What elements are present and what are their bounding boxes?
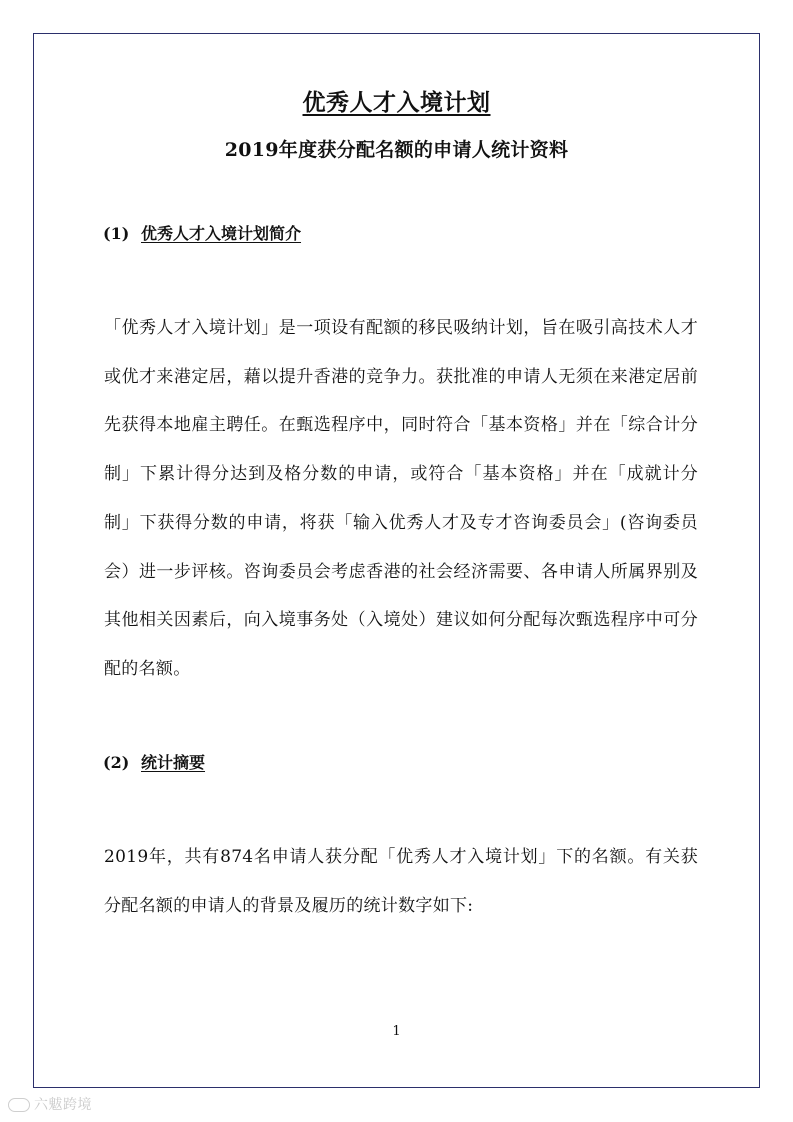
page-number: 1 [392, 1024, 401, 1039]
section-number: (2) [103, 753, 130, 772]
watermark [8, 1094, 92, 1114]
document-title: 优秀人才入境计划 [302, 89, 491, 116]
intro-paragraph: 「优秀人才入境计划」是一项设有配额的移民吸纳计划，旨在吸引高技术人才或优才来港定居，藉以提升香港的竞争力。获批准的申请人无须在来港定居前先获得本地雇主聘任。在甄选程序中，同时符合「基本资格」并在「综合计分制」下累计得分达到及格分数的申请，或符合「基本资格」并在「成就计分制」下获得分数的申请，将获「输入优秀人才及专才咨询委员会」(咨询委员会）进一步评核。咨询委员会考虑香港的社会经济需要、各申请人所属界别及其他相关因素后，向入境事务处（入境处）建议如何分配每次甄选程序中可分配的名额。 [104, 318, 698, 679]
section-heading-text: 统计摘要 [141, 753, 206, 772]
section-heading-summary [103, 750, 205, 773]
document-subtitle: 2019年度获分配名额的申请人统计资料 [224, 139, 569, 161]
watermark-text: 六魃跨境 [34, 1097, 92, 1113]
section-number: (1) [103, 224, 130, 243]
summary-paragraph: 2019年，共有874名申请人获分配「优秀人才入境计划」下的名额。有关获分配名额的申请人的背景及履历的统计数字如下: [104, 847, 698, 916]
watermark-logo-icon [8, 1098, 30, 1112]
section-heading-text: 优秀人才入境计划简介 [141, 224, 302, 243]
section-heading-intro [103, 221, 301, 244]
